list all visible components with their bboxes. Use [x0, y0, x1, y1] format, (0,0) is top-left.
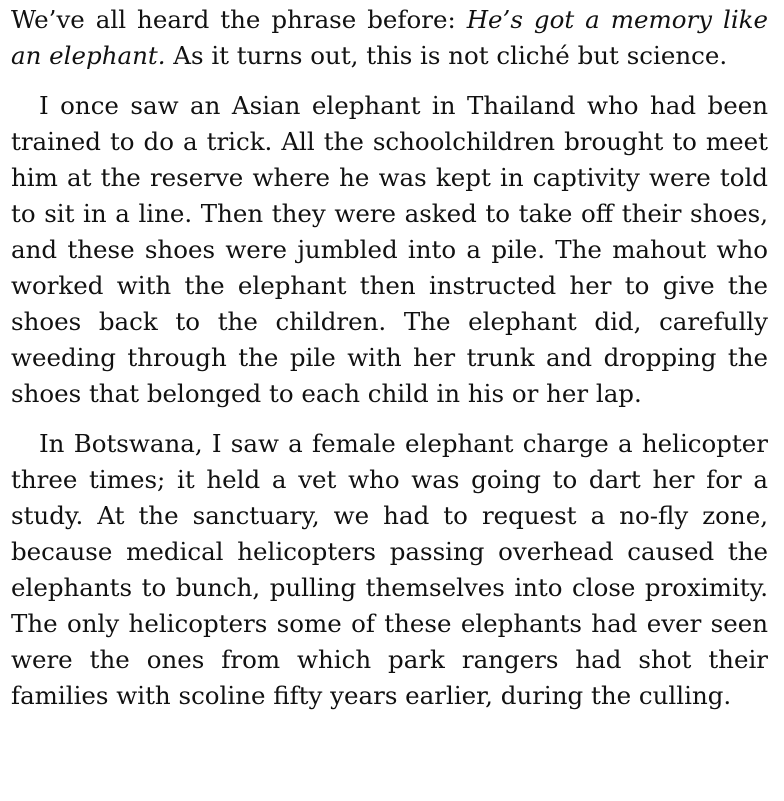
intro-tail-text: As it turns out, this is not cliché but science. [165, 41, 728, 70]
book-page [11, 0, 768, 714]
paragraph-botswana: In Botswana, I saw a female elephant charge a helicopter three times; it held a vet who was going to dart her for a study. At the sanctuary, we had to request a no-fly zone, because medical helicopters passing overhead caused the elephants to bunch, pulling themselves into close proximity. The only helicopters some of these elephants had ever seen were the ones from which park rangers had shot their families with scoline fifty years earlier, during the culling. [11, 429, 768, 710]
paragraph-intro [11, 2, 768, 74]
paragraph-thailand: I once saw an Asian elephant in Thailand who had been trained to do a trick. All the schoolchildren brought to meet him at the reserve where he was kept in captivity were told to sit in a line. Then they were asked to take off their shoes, and these shoes were jumbled into a pile. The mahout who worked with the elephant then instructed her to give the shoes back to the children. The elephant did, carefully weeding through the pile with her trunk and dropping the shoes that belonged to each child in his or her lap. [11, 91, 768, 408]
intro-italic-quote: He’s got a memory like an elephant. [11, 5, 768, 70]
intro-lead-text: We’ve all heard the phrase before: [11, 5, 467, 34]
